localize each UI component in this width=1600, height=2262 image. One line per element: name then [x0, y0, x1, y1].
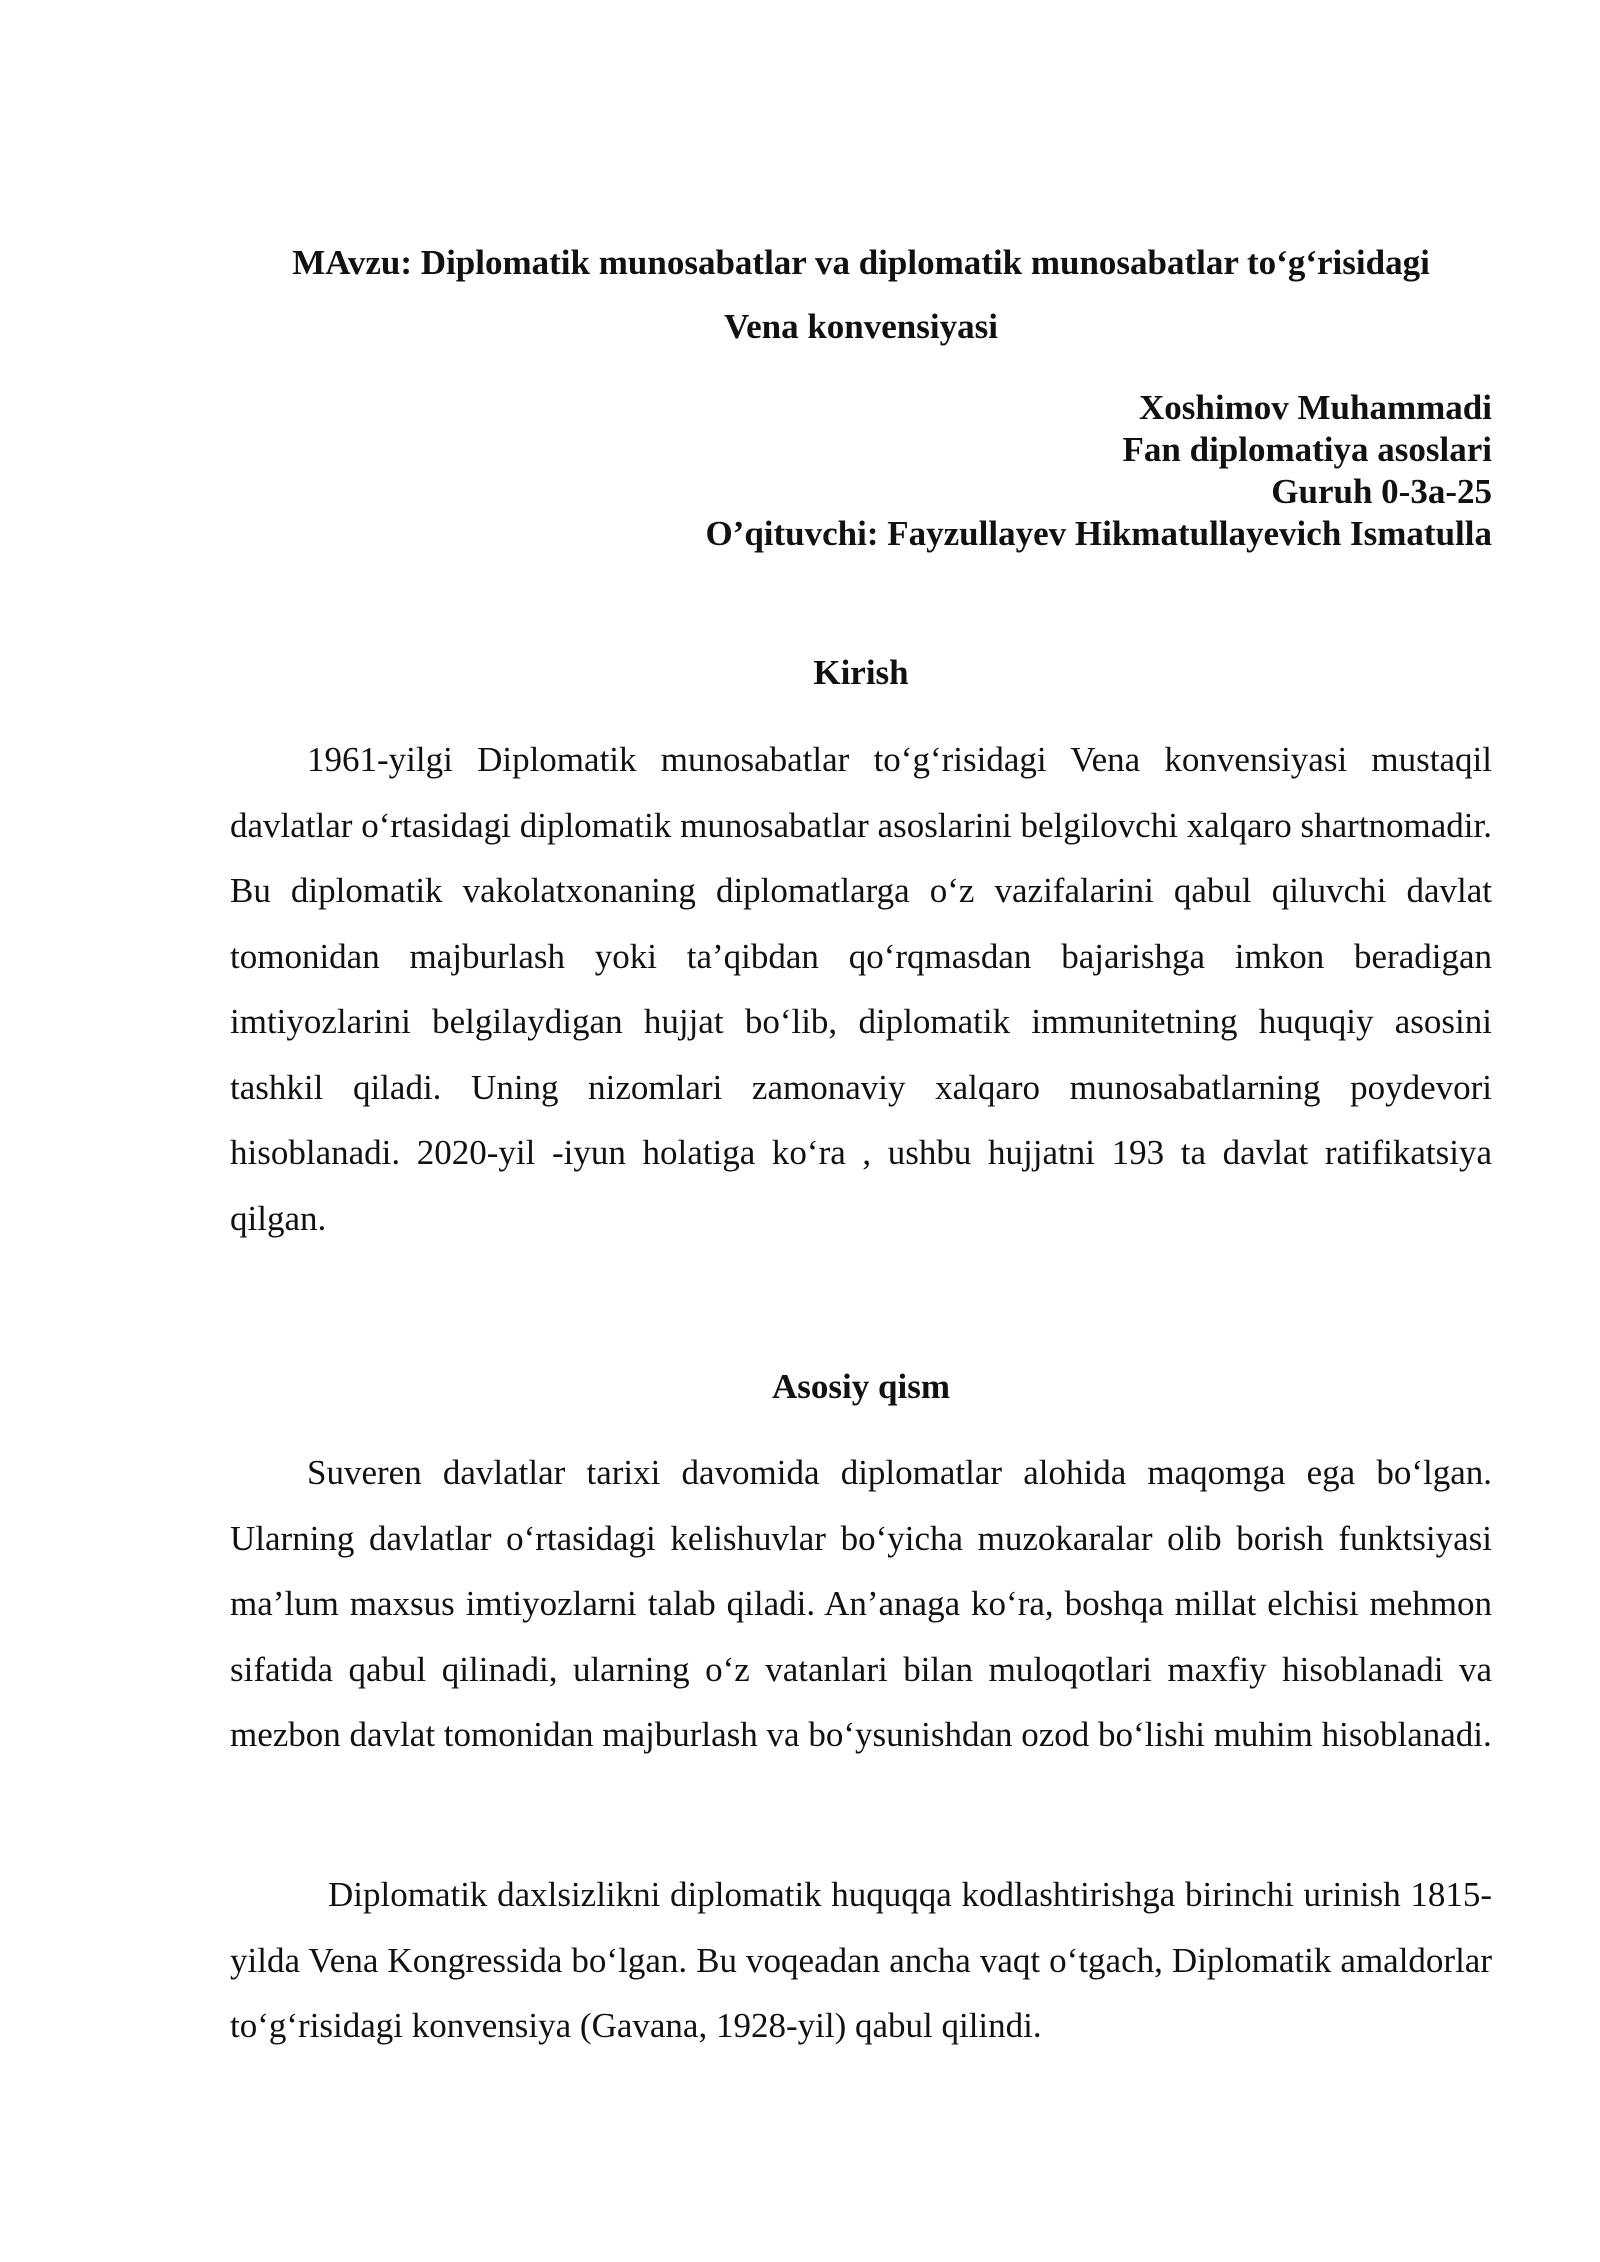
title-line-2: Vena konvensiyasi	[724, 307, 998, 346]
document-title	[230, 231, 1492, 359]
main-paragraph-1: Suveren davlatlar tarixi davomida diplomatlar alohida maqomga ega bo‘lgan. Ularning davlatlar o‘rtasidagi kelishuvlar bo‘yicha muzokaralar olib borish funktsiyasi ma’lum maxsus imtiyozlarni talab qiladi. An’anaga ko‘ra, boshqa millat elchisi mehmon sifatida qabul qilinadi, ularning o‘z vatanlari bilan muloqotlari maxfiy hisoblanadi va mezbon davlat tomonidan majburlash va bo‘ysunishdan ozod bo‘lishi muhim hisoblanadi.	[230, 1453, 1492, 1754]
author-info	[492, 387, 1492, 555]
intro-paragraph: 1961-yilgi Diplomatik munosabatlar to‘g‘risidagi Vena konvensiyasi mustaqil davlatlar o‘rtasidagi diplomatik munosabatlar asoslarini belgilovchi xalqaro shartnomadir. Bu diplomatik vakolatxonaning diplomatlarga o‘z vazifalarini qabul qiluvchi davlat tomonidan majburlash yoki ta’qibdan qo‘rqmasdan bajarishga imkon beradigan imtiyozlarini belgilaydigan hujjat bo‘lib, diplomatik immunitetning huquqiy asosini tashkil qiladi. Uning nizomlari zamonaviy xalqaro munosabatlarning poydevori hisoblanadi. 2020-yil -iyun holatiga ko‘ra , ushbu hujjatni 193 ta davlat ratifikatsiya qilgan.	[230, 740, 1492, 1238]
author-name: Xoshimov Muhammadi	[1139, 388, 1492, 427]
group-name: Guruh 0-3a-25	[1271, 472, 1492, 511]
section-heading-main: Asosiy qism	[772, 1367, 950, 1406]
section-heading-intro: Kirish	[813, 653, 909, 692]
teacher-name: O’qituvchi: Fayzullayev Hikmatullayevich Ismatulla	[705, 514, 1492, 553]
title-line-1: MAvzu: Diplomatik munosabatlar va diplomatik munosabatlar to‘g‘risidagi	[292, 243, 1430, 282]
main-paragraph-2: Diplomatik daxlsizlikni diplomatik huquqqa kodlashtirishga birinchi urinish 1815-yilda Vena Kongressida bo‘lgan. Bu voqeadan ancha vaqt o‘tgach, Diplomatik amaldorlar to‘g‘risidagi konvensiya (Gavana, 1928-yil) qabul qilindi.	[230, 1875, 1492, 2045]
subject-name: Fan diplomatiya asoslari	[1122, 430, 1492, 469]
